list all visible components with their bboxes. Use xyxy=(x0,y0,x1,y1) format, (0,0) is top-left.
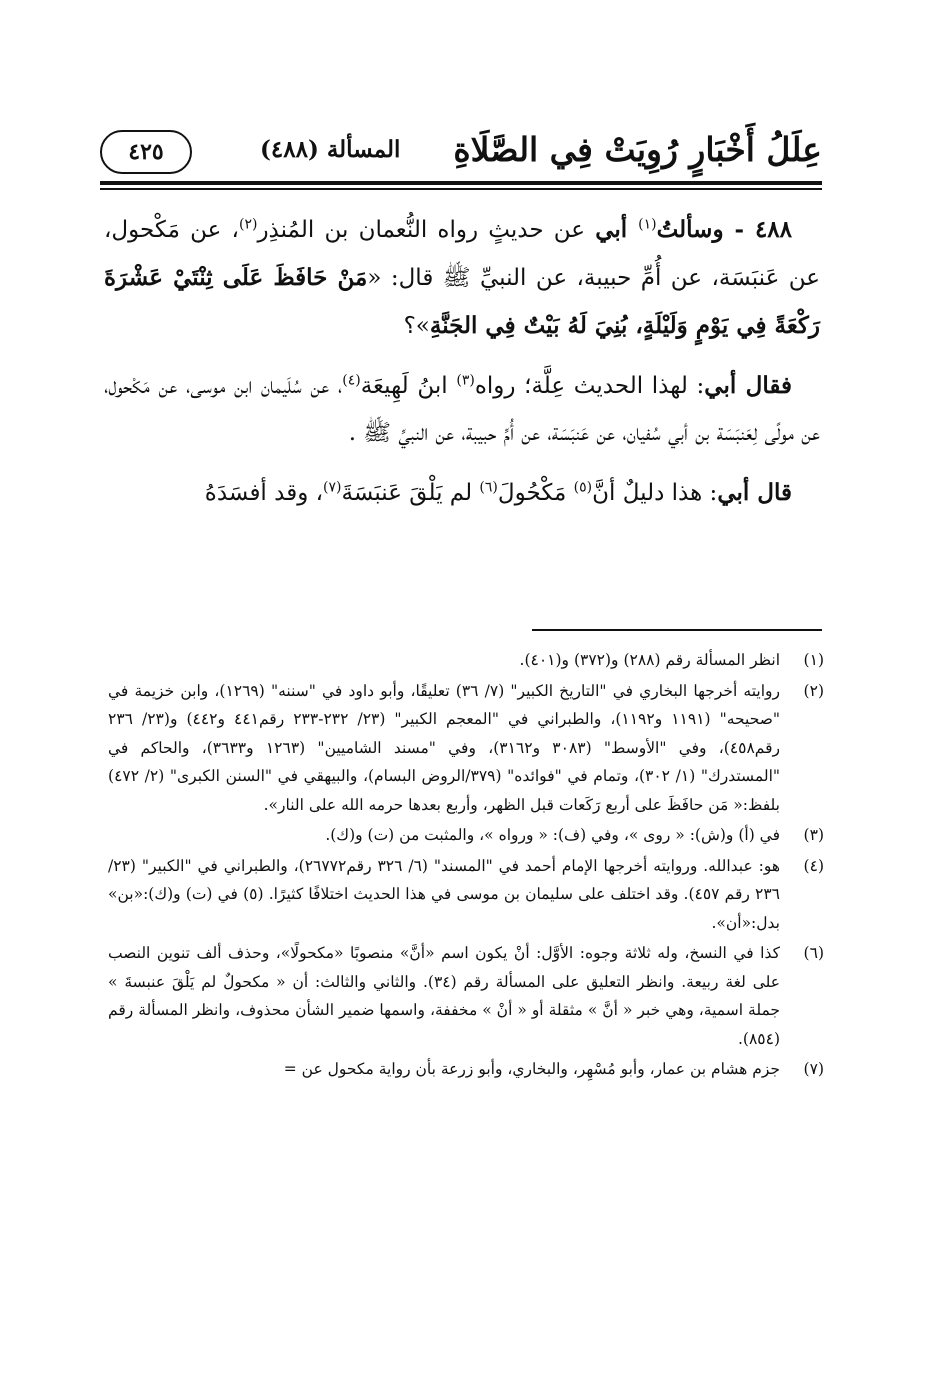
footnote-5-text: في (ت) و(ك):«بن» بدل:«أن». xyxy=(108,885,780,932)
footnote-text: في (أ) و(ش): « روى »، وفي (ف): « ورواه »، والمثبت من (ت) و(ك). xyxy=(325,826,780,844)
footnotes xyxy=(108,646,824,1086)
text: ، عن سُلَيمان ابن موسى، عن مَكْحول، عن مولًى لِعَنبَسَة بن أبي سُفيان، عن عَنبَسَة، عن أُمِّ حبيبة، عن النبيِّ ﷺ . xyxy=(104,373,820,446)
text: ابنُ لَهِيعَة xyxy=(360,373,457,399)
footnote-ref-2: (٢) xyxy=(238,216,258,233)
issue-number: ٤٨٨ - xyxy=(723,216,792,243)
footnote-number: (٧) xyxy=(803,1060,824,1078)
main-text xyxy=(104,206,820,529)
footnote-ref-7: (٧) xyxy=(323,479,342,496)
abi: أبي xyxy=(595,216,639,243)
text: عن حديثٍ رواه النُّعمان بن المُنذِر xyxy=(257,217,596,243)
footnote-text: انظر المسألة رقم (٢٨٨) و(٣٧٢) و(٤٠١). xyxy=(519,651,780,669)
footnote-5-number: (٥) xyxy=(243,885,264,903)
footnote-number: (٤) xyxy=(803,856,824,875)
paragraph-conclusion xyxy=(104,469,820,517)
footnote-ref-3: (٣) xyxy=(456,372,475,389)
faqal-abi: فقال أبي xyxy=(704,372,792,399)
text: ، عن مَكْحول، عن عَنبَسَة، عن أُمِّ حبيبة، عن النبيِّ ﷺ قال: « xyxy=(104,217,820,291)
footnote-text: جزم هشام بن عمار، وأبو مُسْهِر، والبخاري، وأبو زرعة بأن رواية مكحول عن = xyxy=(283,1060,780,1078)
hadith-text: مَنْ حَافَظَ عَلَى ثِنْتَيْ عَشْرَةَ رَكْعَةً فِي يَوْمٍ وَلَيْلَةٍ، بُنِيَ لَهُ بَيْتٌ فِي الجَنَّةِ xyxy=(104,264,820,339)
footnote-separator xyxy=(532,629,822,631)
footnote-1 xyxy=(108,646,824,675)
footnote-text: روايته أخرجها البخاري في "التاريخ الكبير" (٧/ ٣٦) تعليقًا، وأبو داود في "سننه" (١٢٦٩)، وابن خزيمة في "صحيحه" (١١٩١ و١١٩٢)، والطبراني في "المعجم الكبير" (٢٣/ ٢٣٢-٢٣٣ رقم٤٤١ و٤٤٢) و(٢٣/ ٢٣٦ رقم٤٥٨)، وفي "الأوسط" (٣٠٨٣ و٣١٦٢)، وفي "مسند الشاميين" (١٢٦٣ و٣٦٣٣)، والحاكم في "المستدرك" (١/ ٣٠٢)، وتمام في "فوائده" (٣٧٩/الروض البسام)، والبيهقي في "السنن الكبرى" (٢/ ٤٧٢) بلفظ:« مَن حافَظَ على أربع رَكَعات قبل الظهر، وأربع بعدها حرمه الله على النار». xyxy=(108,681,781,814)
header-rule-thick xyxy=(100,181,822,185)
footnote-number: (٦) xyxy=(803,944,824,962)
header-rule-thin xyxy=(100,188,822,190)
text: مَكْحُولَ xyxy=(497,480,574,506)
footnote-ref-4: (٤) xyxy=(342,372,361,389)
text: »؟ xyxy=(403,313,430,339)
wasaltu: وسألتُ xyxy=(656,216,724,243)
book-title: عِلَلُ أَخْبَارٍ رُوِيَتْ فِي الصَّلَاةِ xyxy=(453,130,822,169)
footnote-ref-1: (١) xyxy=(638,216,657,233)
footnote-number: (٣) xyxy=(803,826,824,844)
paragraph-answer xyxy=(104,362,820,457)
text: : لهذا الحديث عِلَّة؛ رواه xyxy=(474,373,705,399)
footnote-6 xyxy=(108,939,824,1053)
text: ، وقد أفسَدَهُ xyxy=(204,480,324,506)
footnote-4 xyxy=(108,852,824,938)
footnote-3 xyxy=(108,821,824,850)
footnote-number: (٢) xyxy=(803,681,824,700)
qal-abi: قال أبي xyxy=(717,479,792,506)
footnote-text: كذا في النسخ، وله ثلاثة وجوه: الأوَّل: أنْ يكون اسم «أنَّ» منصوبًا «مكحولًا»، وحذف ألف تنوين النصب على لغة ربيعة. وانظر التعليق على المسألة رقم (٣٤). والثاني والثالث: أن « مكحولٌ لم يَلْقَ عنبسةَ » جملة اسمية، وهي خبر « أنَّ » مثقلة أو « أنْ » مخففة، واسمها ضمير الشأن محذوف، وانظر المسألة رقم (٨٥٤). xyxy=(108,944,780,1048)
paragraph-question xyxy=(104,206,820,350)
footnote-ref-6: (٦) xyxy=(479,479,498,496)
issue-label: المسألة (٤٨٨) xyxy=(260,136,401,163)
footnote-2 xyxy=(108,677,824,820)
footnote-text: هو: عبدالله. وروايته أخرجها الإمام أحمد في "المسند" (٦/ ٣٢٦ رقم٢٦٧٧٢)، والطبراني في "الكبير" (٢٣/ ٢٣٦ رقم ٤٥٧). وقد اختلف على سليمان بن موسى في هذا الحديث اختلافًا كثيرًا. xyxy=(108,856,781,903)
text: : هذا دليلٌ أنَّ xyxy=(592,480,718,506)
footnote-ref-5: (٥) xyxy=(573,479,593,496)
footnote-7 xyxy=(108,1055,824,1084)
page-number: ٤٢٥ xyxy=(100,130,192,174)
running-header xyxy=(100,122,822,180)
footnote-number: (١) xyxy=(803,651,824,669)
text: لم يَلْقَ عَنبَسَةَ xyxy=(341,480,480,506)
